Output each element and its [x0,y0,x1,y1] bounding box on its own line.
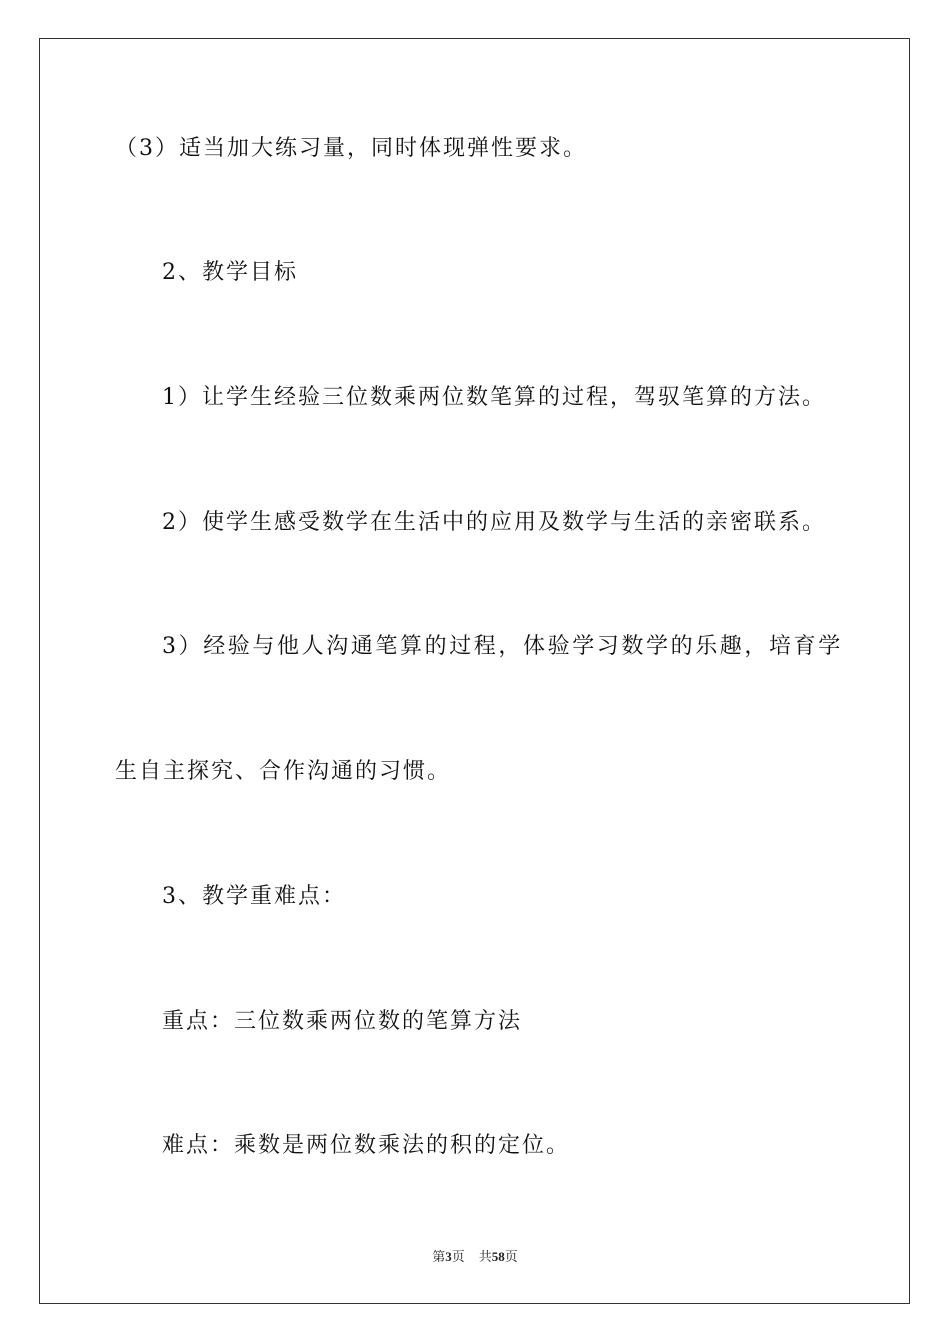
key-point-line: 重点：三位数乘两位数的笔算方法 [162,1009,523,1034]
goal-item-2: 2）使学生感受数学在生活中的应用及数学与生活的亲密联系。 [162,510,826,535]
total-prefix: 共 [478,1249,492,1264]
goal-item-1: 1）让学生经验三位数乘两位数笔算的过程，驾驭笔算的方法。 [162,385,826,410]
goal-item-3: 3）经验与他人沟通笔算的过程，体验学习数学的乐趣，培育学 [162,634,843,659]
difficult-point-line: 难点：乘数是两位数乘法的积的定位。 [162,1133,571,1158]
page-number: 3 [445,1249,452,1264]
page-footer [0,1249,950,1265]
total-suffix: 页 [504,1249,518,1264]
goal-item-3-continuation: 生自主探究、合作沟通的习惯。 [115,759,452,784]
section-heading-key-points: 3、教学重难点： [162,884,346,909]
text-line-requirement-3: （3）适当加大练习量，同时体现弹性要求。 [115,136,587,161]
total-pages: 58 [491,1249,505,1264]
page-prefix: 第 [432,1249,446,1264]
page-border [39,38,910,1304]
section-heading-teaching-goals: 2、教学目标 [162,260,298,285]
page-suffix: 页 [451,1249,465,1264]
